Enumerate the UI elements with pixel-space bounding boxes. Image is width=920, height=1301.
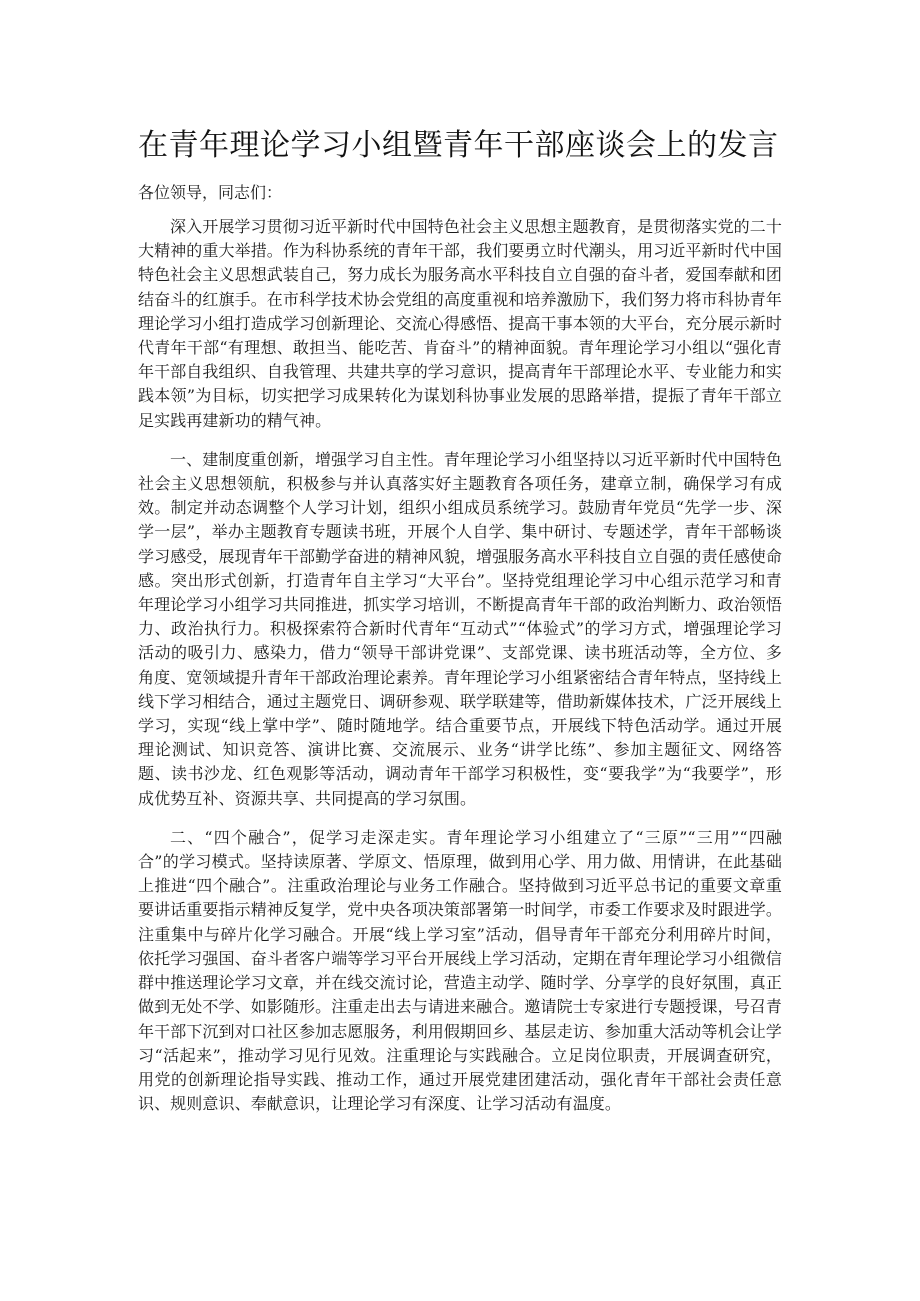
paragraph-section-two: 二、“四个融合”，促学习走深走实。青年理论学习小组建立了“三原”“三用”“四融合”的学习模式。坚持读原著、学原文、悟原理，做到用心学、用力做、用情讲，在此基础上推进“四个融合”。注重政治理论与业务工作融合。坚持做到习近平总书记的重要文章重要讲话重要指示精神反复学，党中央各项决策部署第一时间学，市委工作要求及时跟进学。注重集中与碎片化学习融合。开展“线上学习室”活动，倡导青年干部充分利用碎片时间，依托学习强国、奋斗者客户端等学习平台开展线上学习活动，定期在青年理论学习小组微信群中推送理论学习文章，并在线交流讨论，营造主动学、随时学、分享学的良好氛围，真正做到无处不学、如影随形。注重走出去与请进来融合。邀请院士专家进行专题授课，号召青年干部下沉到对口社区参加志愿服务，利用假期回乡、基层走访、参加重大活动等机会让学习“活起来”，推动学习见行见效。注重理论与实践融合。立足岗位职责，开展调查研究，用党的创新理论指导实践、推动工作，通过开展党建团建活动，强化青年干部社会责任意识、规则意识、奉献意识，让理论学习有深度、让学习活动有温度。 [138,827,783,1114]
document-title: 在青年理论学习小组暨青年干部座谈会上的发言 [138,128,779,163]
paragraph-section-one: 一、建制度重创新，增强学习自主性。青年理论学习小组坚持以习近平新时代中国特色社会主义思想领航，积极参与并认真落实好主题教育各项任务，建章立制，确保学习有成效。制定并动态调整个人学习计划，组织小组成员系统学习。鼓励青年党员“先学一步、深学一层”，举办主题教育专题读书班，开展个人自学、集中研讨、专题述学，青年干部畅谈学习感受，展现青年干部勤学奋进的精神风貌，增强服务高水平科技自立自强的责任感使命感。突出形式创新，打造青年自主学习“大平台”。坚持党组理论学习中心组示范学习和青年理论学习小组学习共同推进，抓实学习培训，不断提高青年干部的政治判断力、政治领悟力、政治执行力。积极探索符合新时代青年“互动式”“体验式”的学习方式，增强理论学习活动的吸引力、感染力，借力“领导干部讲党课”、支部党课、读书班活动等，全方位、多角度、宽领域提升青年干部政治理论素养。青年理论学习小组紧密结合青年特点，坚持线上线下学习相结合，通过主题党日、调研参观、联学联建等，借助新媒体技术，广泛开展线上学习，实现“线上掌中学”、随时随地学。结合重要节点，开展线下特色活动学。通过开展理论测试、知识竞答、演讲比赛、交流展示、业务“讲学比练”、参加主题征文、网络答题、读书沙龙、红色观影等活动，调动青年干部学习积极性，变“要我学”为“我要学”，形成优势互补、资源共享、共同提高的学习氛围。 [138,449,783,808]
paragraph-intro: 深入开展学习贯彻习近平新时代中国特色社会主义思想主题教育，是贯彻落实党的二十大精神的重大举措。作为科协系统的青年干部，我们要勇立时代潮头，用习近平新时代中国特色社会主义思想武装自己，努力成长为服务高水平科技自立自强的奋斗者，爱国奉献和团结奋斗的红旗手。在市科学技术协会党组的高度重视和培养激励下，我们努力将市科协青年理论学习小组打造成学习创新理论、交流心得感悟、提高干事本领的大平台，充分展示新时代青年干部“有理想、敢担当、能吃苦、肯奋斗”的精神面貌。青年理论学习小组以“强化青年干部自我组织、自我管理、共建共享的学习意识，提高青年干部理论水平、专业能力和实践本领”为目标，切实把学习成果转化为谋划科协事业发展的思路举措，提振了青年干部立足实践再建新功的精气神。 [138,217,783,430]
document-body [138,215,782,1131]
salutation: 各位领导，同志们： [138,183,283,202]
